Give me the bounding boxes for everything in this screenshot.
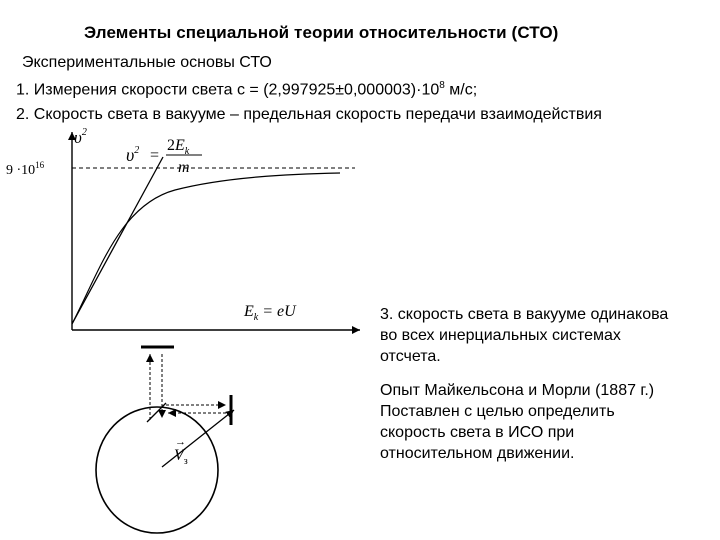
svg-text:2Ek: $2E_k$ — [167, 137, 190, 157]
classical-line — [72, 157, 163, 324]
kinetic-energy-formula — [126, 137, 202, 176]
section-heading: Экспериментальные основы СТО — [22, 54, 272, 71]
item1-prefix: 1. Измерения скорости света c = (2,997925 — [16, 81, 336, 99]
velocity-label: $V_з$ — [174, 447, 188, 467]
y-axis-label: $\upsilon^2$ — [74, 127, 87, 147]
graph-axes — [72, 132, 360, 330]
paragraph-michelson-morley: Опыт Майкельсона и Морли (1887 г.) Поставлен с целью определить скорость света в ИСО при относительном движении. — [380, 382, 655, 462]
item1-mid: 0,000003)·10 — [344, 81, 440, 99]
energy-formula: $E_k$ = eU — [244, 303, 296, 323]
item1-suffix: м/с; — [444, 81, 478, 99]
svg-text:→: → — [175, 436, 186, 448]
earth-ellipse — [96, 407, 218, 533]
list-item-limit-speed: 2. Скорость света в вакууме – предельная скорость передачи взаимодействия — [16, 106, 602, 123]
paragraph-invariance: 3. скорость света в вакууме одинакова во всех инерциальных системах отсчета. — [380, 306, 669, 365]
page-title: Элементы специальной теории относительности (СТО) — [84, 23, 559, 42]
item1-exponent: 8 — [439, 80, 445, 91]
asymptote-value-label: $9 \cdot 10^{16}$ — [6, 160, 45, 178]
earth-velocity-vector — [162, 410, 234, 467]
interferometer-sketch — [96, 347, 234, 533]
relativistic-curve — [72, 173, 340, 324]
plus-minus-sign: ± — [335, 81, 345, 99]
svg-text:υ2: $\upsilon^2$ — [126, 145, 140, 165]
svg-text:=: = — [150, 147, 160, 164]
svg-text:m: m — [178, 159, 190, 176]
